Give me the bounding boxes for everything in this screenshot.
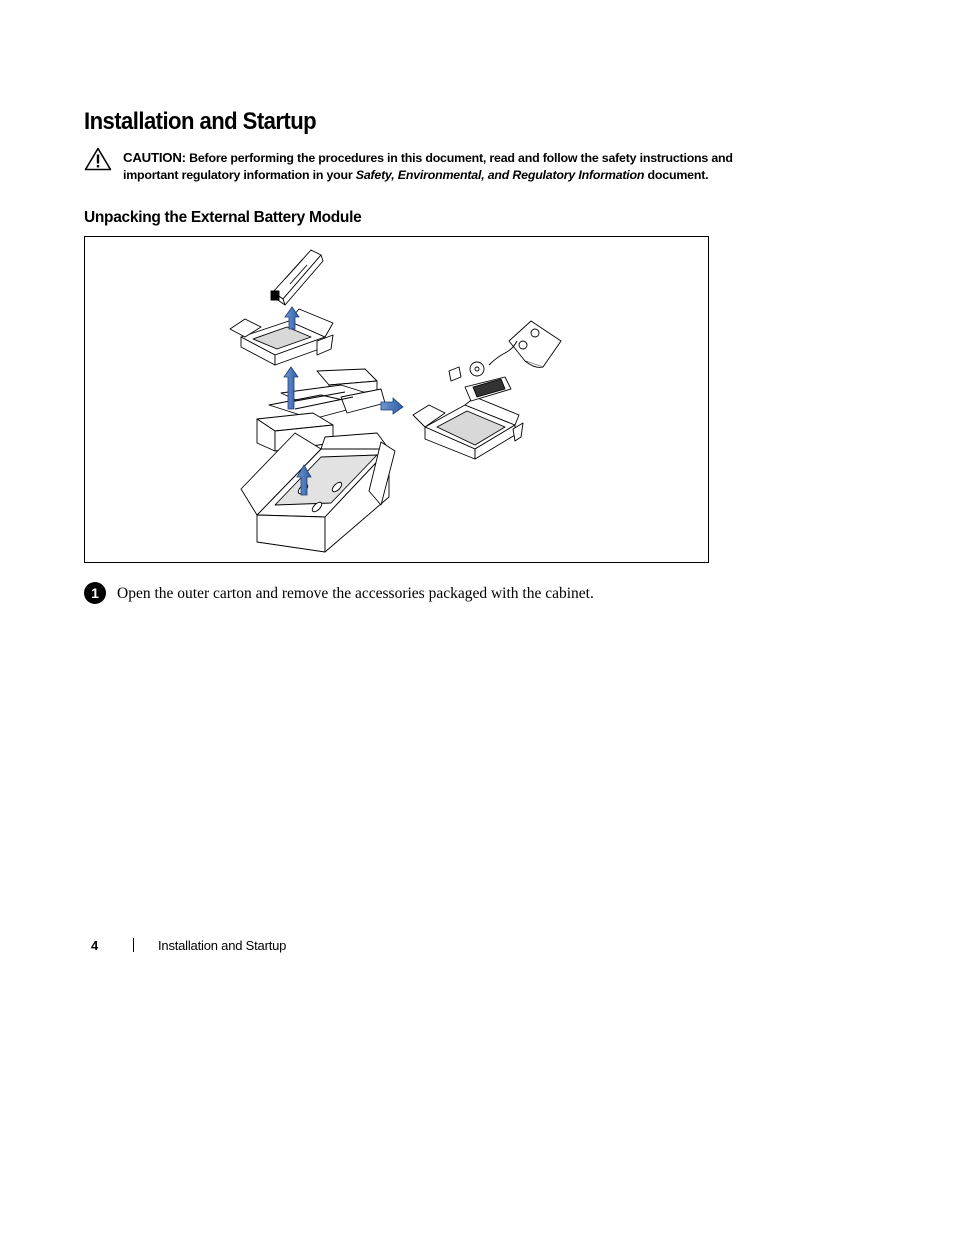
section-title: Unpacking the External Battery Module — [84, 209, 362, 226]
step-number-badge: 1 — [84, 582, 106, 604]
page-title: Installation and Startup — [84, 108, 317, 135]
accessories — [449, 321, 561, 401]
running-title: Installation and Startup — [158, 938, 287, 953]
caution-body-after: document. — [644, 168, 709, 182]
caution-doc-reference: Safety, Environmental, and Regulatory Information — [355, 168, 645, 182]
page-number: 4 — [91, 938, 99, 953]
step-1 — [84, 581, 784, 605]
footer-divider — [133, 938, 134, 952]
unpacking-figure — [84, 236, 709, 563]
caution-text — [123, 149, 763, 184]
tray-carton — [230, 309, 333, 365]
page-footer — [0, 936, 954, 960]
warning-triangle-icon — [84, 147, 112, 171]
caution-body-before: Before performing the procedures in this document, read and follow the safety instructions and important regulatory information in your — [123, 151, 733, 182]
accessories-carton — [413, 397, 523, 459]
caution-label: CAUTION: — [123, 150, 186, 165]
unpacking-illustration — [85, 237, 708, 562]
battery-module-part — [271, 250, 323, 305]
outer-carton — [241, 433, 395, 552]
step-text: Open the outer carton and remove the accessories packaged with the cabinet. — [117, 585, 594, 602]
